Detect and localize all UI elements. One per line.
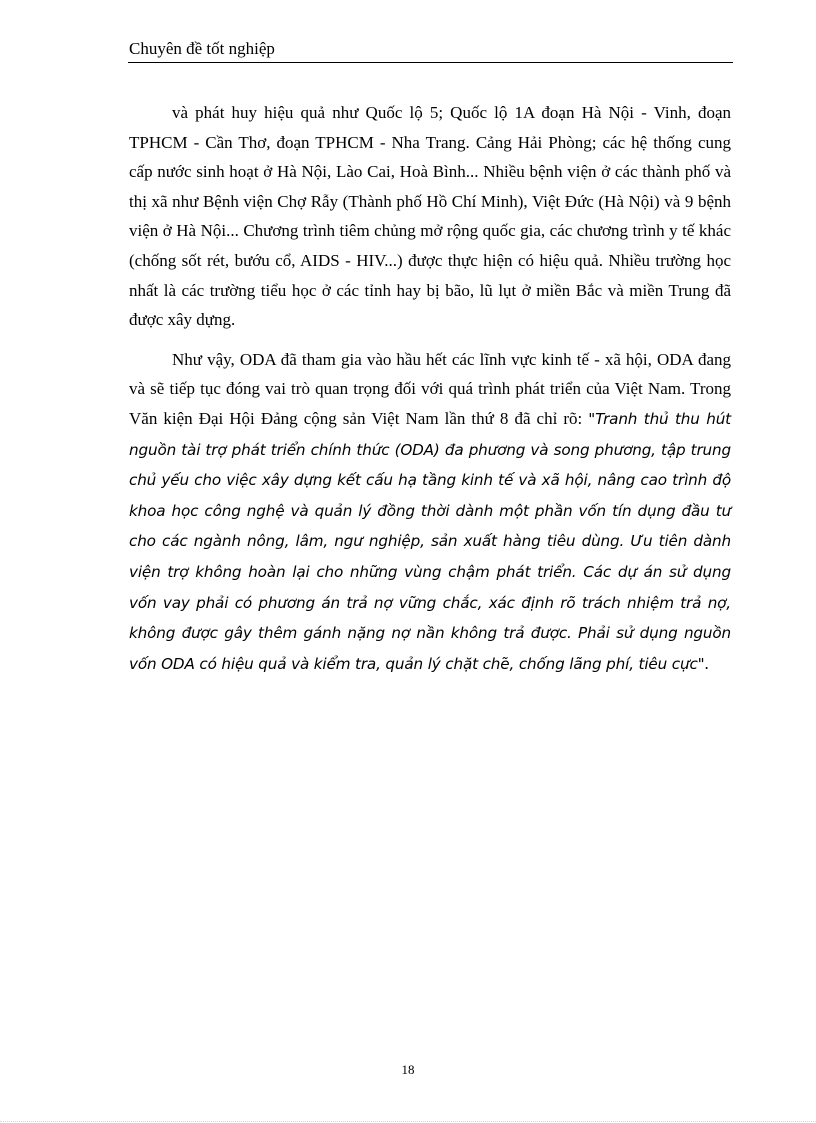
document-body	[129, 98, 731, 679]
party-document-quote: "Tranh thủ thu hút nguồn tài trợ phát triển chính thức (ODA) đa phương và song phương, tập trung chủ yếu cho việc xây dựng kết cấu hạ tầng kinh tế và xã hội, nâng cao trình độ khoa học công nghệ và quản lý đồng thời dành một phần vốn tín dụng đầu tư cho các ngành nông, lâm, ngư nghiệp, sản xuất hàng tiêu dùng. Ưu tiên dành viện trợ không hoàn lại cho những vùng chậm phát triển. Các dự án sử dụng vốn vay phải có phương án trả nợ vững chắc, xác định rõ trách nhiệm trả nợ, không được gây thêm gánh nặng nợ nần không trả được. Phải sử dụng nguồn vốn ODA có hiệu quả và kiểm tra, quản lý chặt chẽ, chống lãng phí, tiêu cực"	[129, 409, 731, 673]
page-header	[128, 38, 733, 63]
page-number: 18	[401, 1062, 415, 1077]
paragraph-2	[129, 345, 731, 680]
page-bottom-divider	[0, 1121, 816, 1122]
header-title: Chuyên đề tốt nghiệp	[129, 39, 275, 58]
paragraph-1: và phát huy hiệu quả như Quốc lộ 5; Quốc lộ 1A đoạn Hà Nội - Vinh, đoạn TPHCM - Cần Thơ, đoạn TPHCM - Nha Trang. Cảng Hải Phòng; các hệ thống cung cấp nước sinh hoạt ở Hà Nội, Lào Cai, Hoà Bình... Nhiều bệnh viện ở các thành phố và thị xã như Bệnh viện Chợ Rẫy (Thành phố Hồ Chí Minh), Việt Đức (Hà Nội) và 9 bệnh viện ở Hà Nội... Chương trình tiêm chủng mở rộng quốc gia, các chương trình y tế khác (chống sốt rét, bướu cổ, AIDS - HIV...) được thực hiện có hiệu quả. Nhiều trường học nhất là các trường tiểu học ở các tỉnh hay bị bão, lũ lụt ở miền Bắc và miền Trung đã được xây dựng.	[129, 103, 731, 330]
paragraph-2-end: .	[704, 653, 709, 673]
paragraph-2-intro: Như vậy, ODA đã tham gia vào hầu hết các lĩnh vực kinh tế - xã hội, ODA đang và sẽ tiếp tục đóng vai trò quan trọng đối với quá trình phát triển của Việt Nam. Trong Văn kiện Đại Hội Đảng cộng sản Việt Nam lần thứ 8 đã chỉ rõ:	[129, 349, 731, 428]
